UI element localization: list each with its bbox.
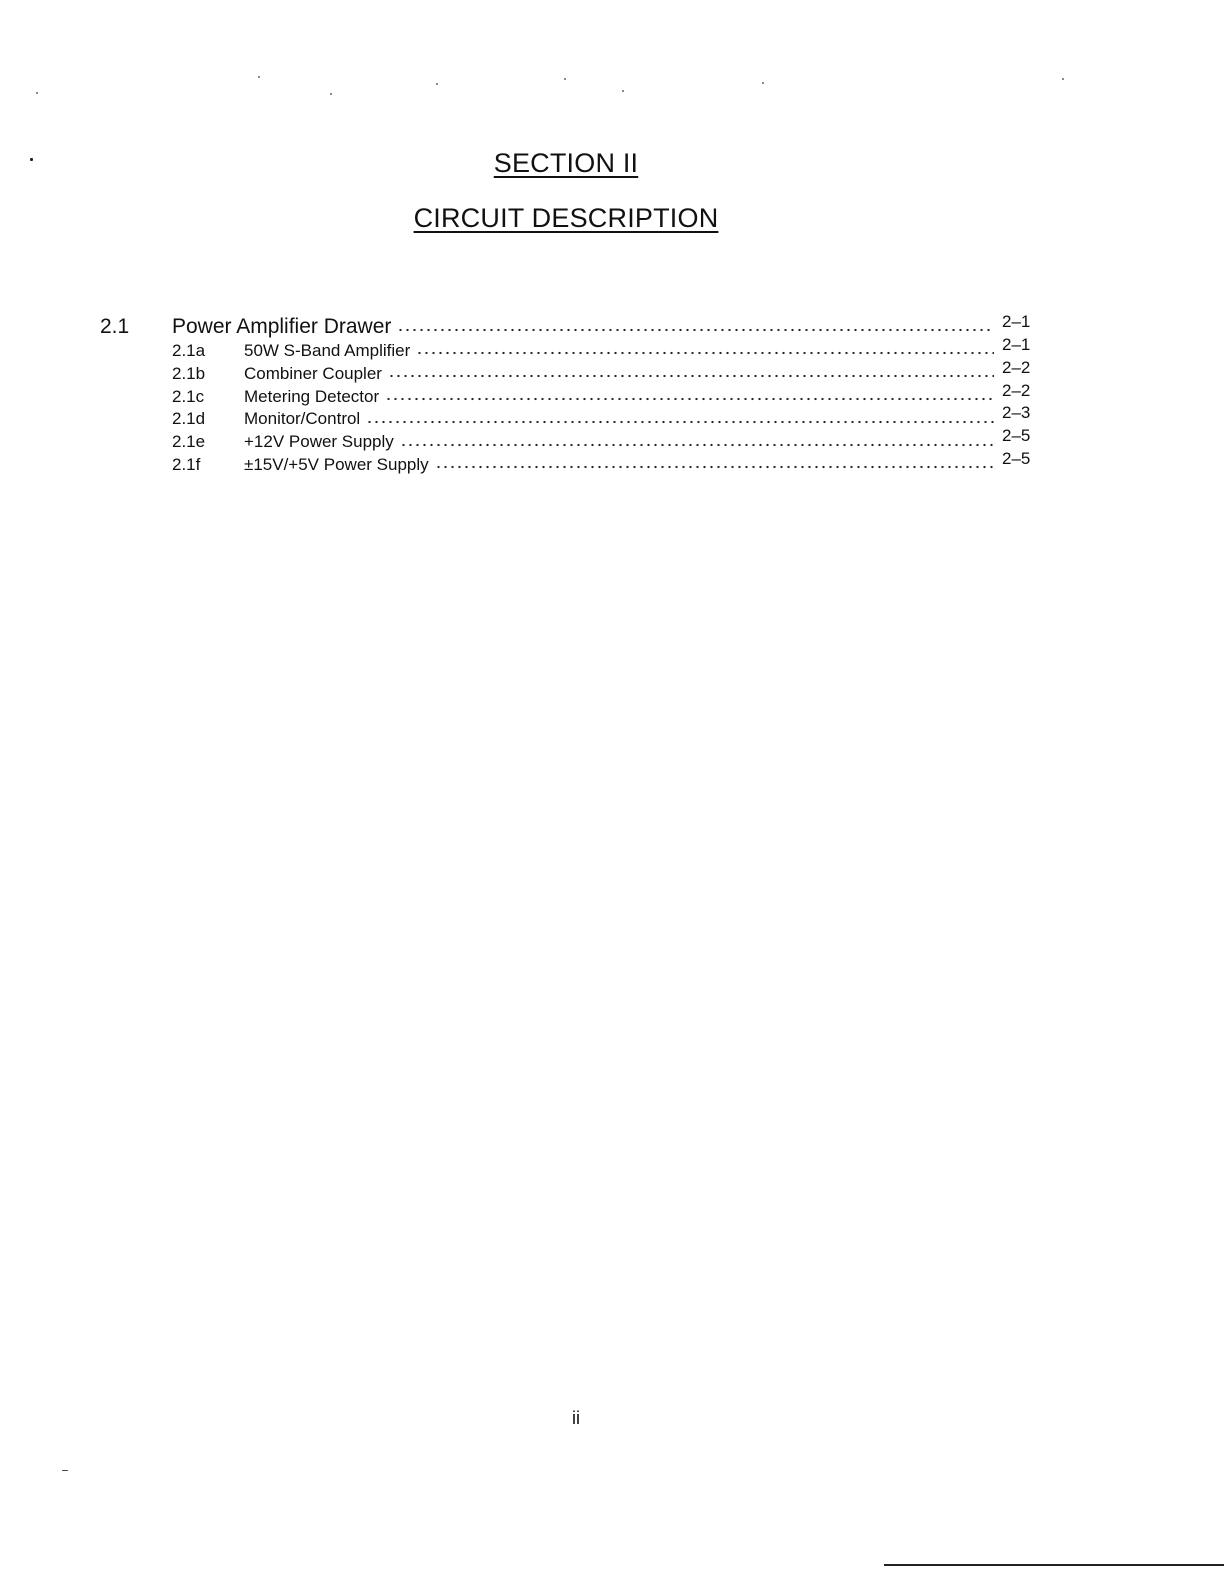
dot-leader (388, 364, 994, 381)
toc-entry-number: 2.1e (172, 432, 206, 452)
toc-entry-number: 2.1f (172, 454, 201, 474)
dot-leader (416, 341, 994, 358)
dot-leader (435, 455, 994, 472)
toc-sub-entry (100, 448, 1036, 476)
toc-entry-number: 2.1c (172, 386, 205, 406)
dot-leader (385, 387, 994, 404)
toc-main-entry (100, 312, 1036, 339)
toc-entry-page: 2–2 (1002, 380, 1031, 400)
toc-sub-entry (100, 403, 1036, 430)
toc-entry-page: 2–1 (1002, 312, 1031, 331)
scan-speck (258, 76, 260, 78)
scan-speck (436, 83, 438, 85)
scan-speck (564, 78, 566, 80)
toc-entry-page: 2–1 (1002, 335, 1031, 354)
dot-leader (400, 432, 994, 449)
scan-speck (330, 93, 332, 95)
toc-entry-title: Metering Detector (244, 386, 380, 406)
section-heading: SECTION II (493, 148, 639, 178)
toc-entry-page: 2–5 (1002, 448, 1031, 468)
scan-speck (36, 92, 38, 94)
toc-entry-title: Combiner Coupler (244, 363, 382, 383)
toc-entry-title: Monitor/Control (244, 409, 361, 429)
scan-speck (762, 82, 764, 84)
toc-entry-number: 2.1 (100, 315, 130, 338)
dot-leader (366, 409, 994, 426)
dot-leader (397, 314, 994, 335)
toc-sub-entry (100, 357, 1036, 385)
toc-entry-number: 2.1d (172, 409, 206, 429)
toc-entry-title: ±15V/+5V Power Supply (244, 454, 429, 474)
table-of-contents (100, 312, 1036, 476)
toc-sub-entry (100, 426, 1036, 453)
toc-sub-entry (100, 335, 1036, 362)
toc-entry-page: 2–3 (1002, 403, 1031, 423)
scan-speck (622, 90, 624, 92)
bottom-rule (884, 1564, 1224, 1566)
toc-entry-title: Power Amplifier Drawer (172, 315, 392, 338)
page-number: ii (572, 1408, 580, 1428)
page-title: CIRCUIT DESCRIPTION (413, 203, 719, 233)
toc-entry-number: 2.1b (172, 363, 206, 383)
toc-sub-entry (100, 380, 1036, 408)
toc-entry-title: +12V Power Supply (244, 432, 394, 452)
toc-entry-page: 2–2 (1002, 357, 1031, 377)
scan-speck (1062, 78, 1064, 80)
scan-speck (62, 1470, 68, 1471)
toc-entry-number: 2.1a (172, 341, 206, 360)
toc-entry-page: 2–5 (1002, 426, 1031, 446)
toc-entry-title: 50W S-Band Amplifier (244, 341, 411, 360)
